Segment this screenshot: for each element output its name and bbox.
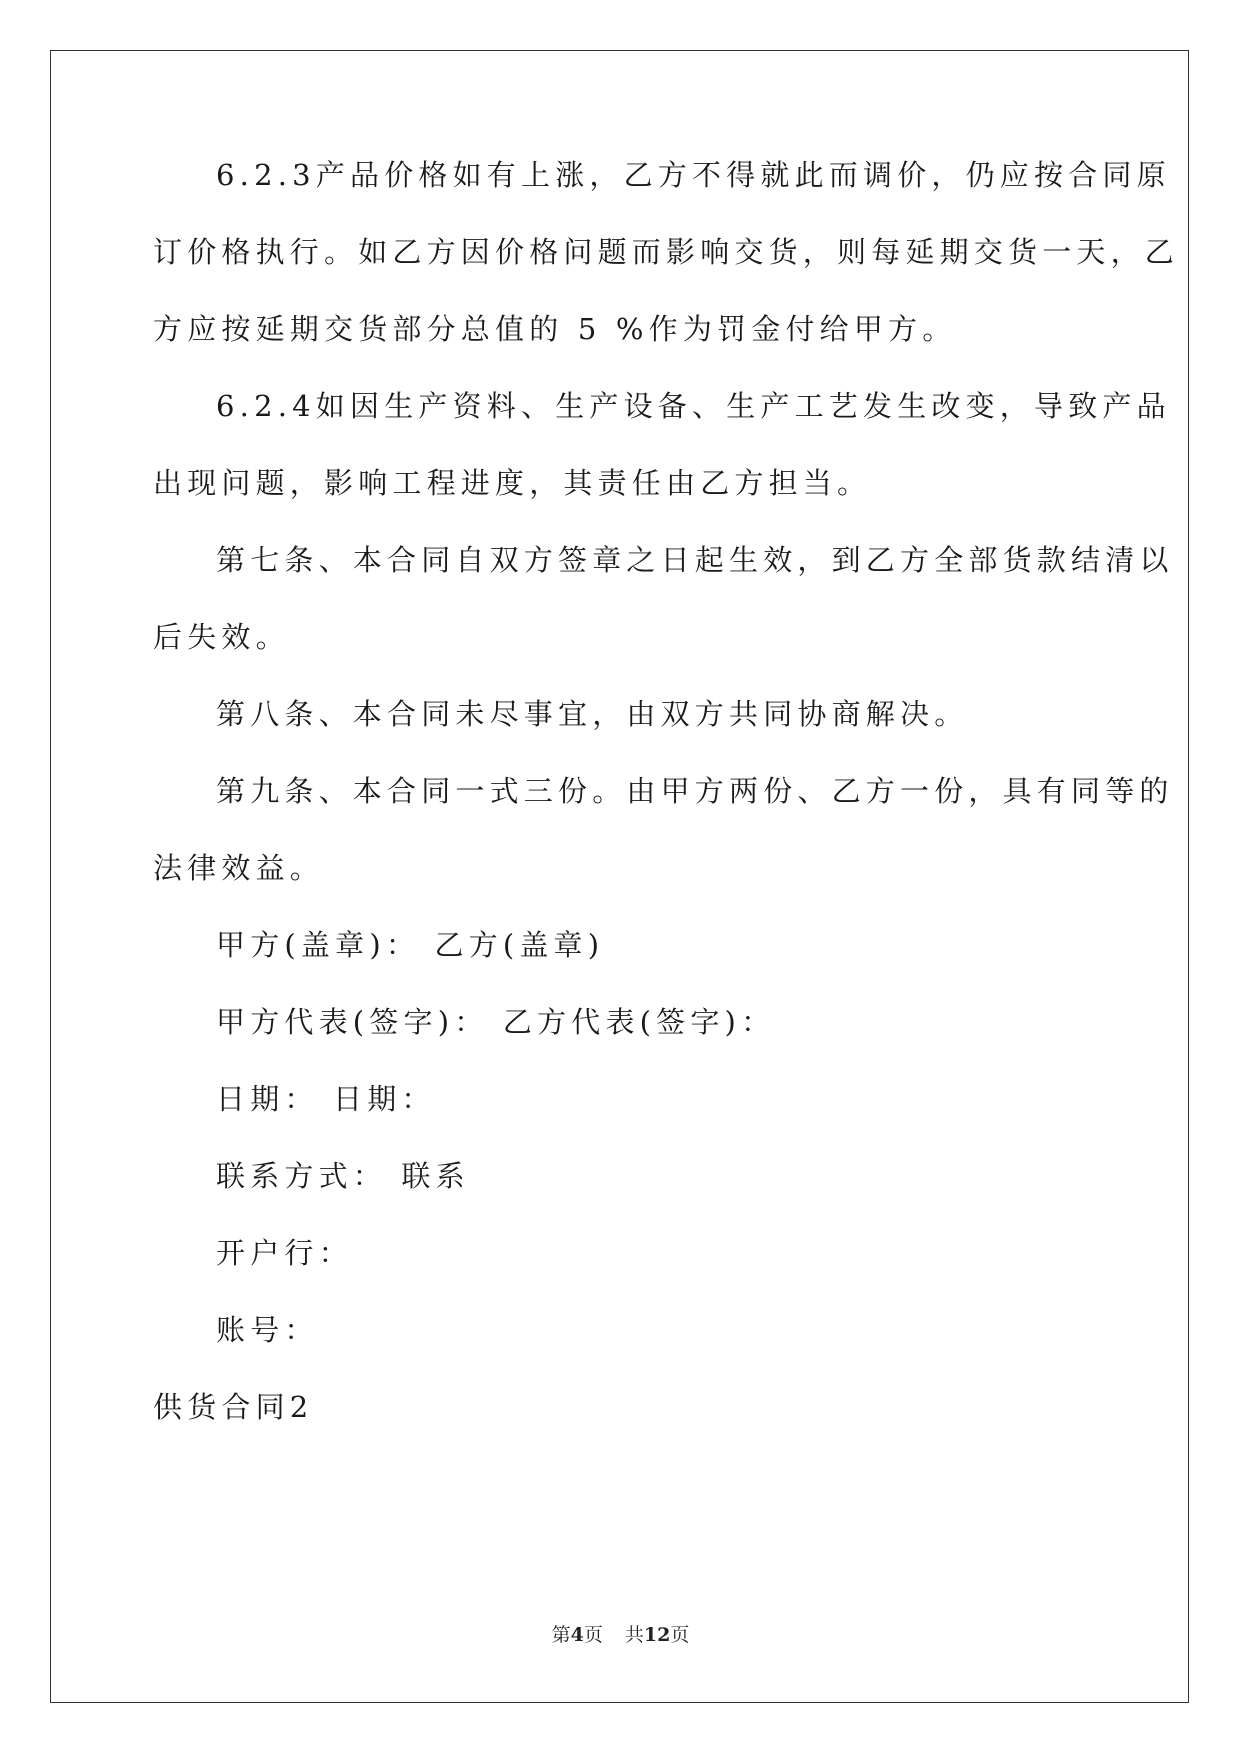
bank-name: 开户行： <box>216 1236 353 1270</box>
footer-total-prefix: 共 <box>624 1624 644 1646</box>
page-footer <box>0 1620 1241 1647</box>
footer-total-word: 页 <box>670 1624 690 1646</box>
paragraph-line: 第八条、本合同未尽事宜，由双方共同协商解决。 <box>216 697 969 731</box>
footer-prefix: 第 <box>551 1624 571 1646</box>
section-heading: 供货合同2 <box>153 1390 314 1424</box>
account-number: 账号： <box>216 1313 319 1347</box>
signature-date: 日期： 日期： <box>216 1082 436 1116</box>
paragraph-line: 后失效。 <box>153 620 290 654</box>
paragraph-line: 6.2.4如因生产资料、生产设备、生产工艺发生改变，导致产品 <box>216 389 1171 423</box>
paragraph-line: 方应按延期交货部分总值的 5 %作为罚金付给甲方。 <box>153 312 957 346</box>
signature-representative: 甲方代表(签字)： 乙方代表(签字)： <box>216 1005 776 1039</box>
paragraph-line: 6.2.3产品价格如有上涨，乙方不得就此而调价，仍应按合同原 <box>216 158 1171 192</box>
paragraph-line: 第七条、本合同自双方签章之日起生效，到乙方全部货款结清以 <box>216 543 1174 577</box>
signature-party-seal: 甲方(盖章)： 乙方(盖章) <box>216 928 605 962</box>
paragraph-line: 出现问题，影响工程进度，其责任由乙方担当。 <box>153 466 872 500</box>
footer-page-word: 页 <box>583 1624 603 1646</box>
current-page-number: 4 <box>570 1624 584 1646</box>
paragraph-line: 第九条、本合同一式三份。由甲方两份、乙方一份，具有同等的 <box>216 774 1174 808</box>
paragraph-line: 法律效益。 <box>153 851 325 885</box>
contact-info: 联系方式： 联系 <box>216 1159 470 1193</box>
total-page-number: 12 <box>643 1624 671 1646</box>
paragraph-line: 订价格执行。如乙方因价格问题而影响交货，则每延期交货一天，乙 <box>153 235 1180 269</box>
